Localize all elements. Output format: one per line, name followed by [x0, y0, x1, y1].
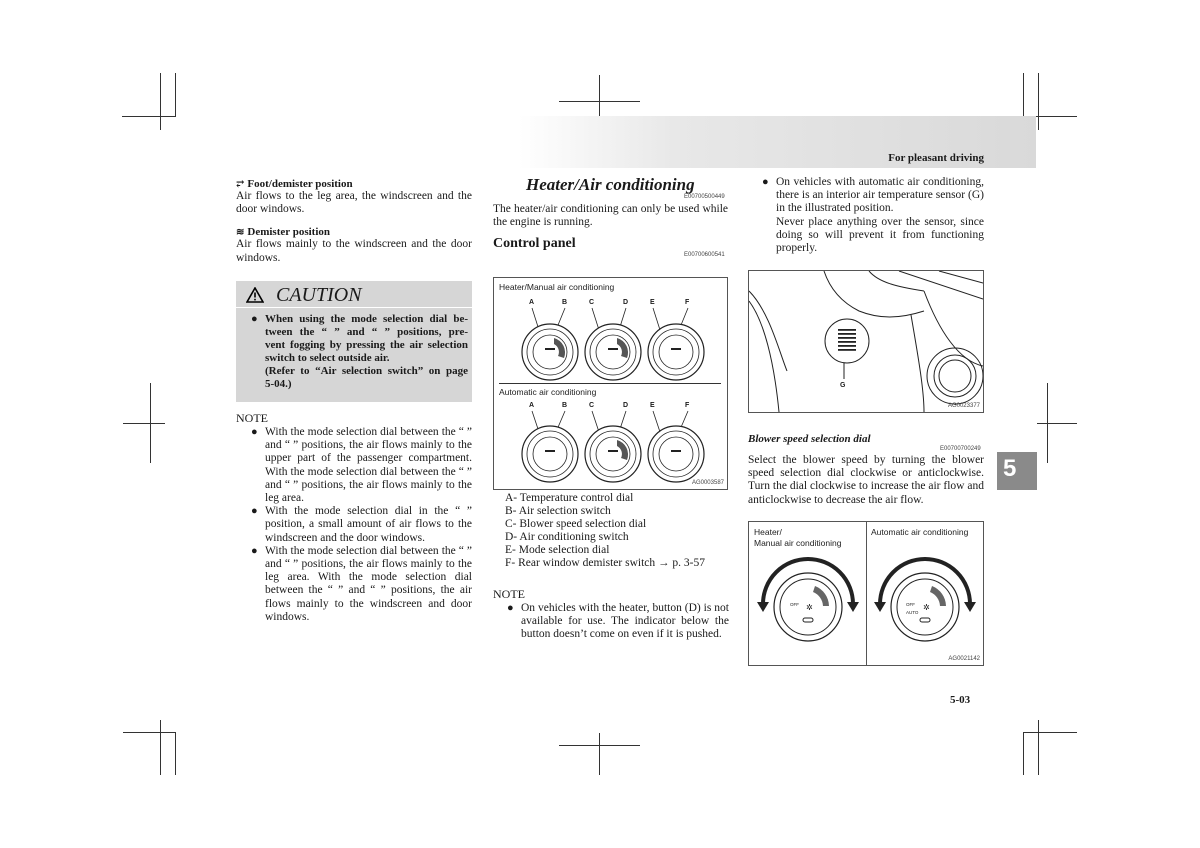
- crop-mark: [559, 745, 640, 746]
- foot-demister-heading: [236, 178, 472, 190]
- blower-figure-label-auto: Automatic air conditioning: [871, 527, 969, 537]
- intro-text: The heater/air conditioning can only be used while the engine is running.: [493, 203, 728, 229]
- sensor-note-text-2: Never place anything over the sensor, since doing so will prevent it from functioning properly.: [776, 215, 984, 255]
- legend-item: A- Temperature control dial: [505, 492, 634, 504]
- figure-code: AG0003587: [691, 480, 724, 486]
- caution-title: CAUTION: [276, 284, 362, 306]
- sensor-note-text: ● On vehicles with automatic air conditioning, there is an interior air temperature sensor (G) in the illustrated position.: [762, 176, 984, 216]
- blower-dials-illustration: [749, 522, 983, 665]
- caution-line: (Refer to “Air selection switch” on page: [265, 365, 468, 377]
- sensor-figure-code: AG0023377: [947, 403, 980, 409]
- crop-mark: [599, 733, 600, 775]
- crop-mark: [1047, 383, 1048, 463]
- left-note: [236, 411, 472, 624]
- crop-mark: [160, 73, 161, 130]
- title-code: E00700500449: [684, 194, 725, 200]
- demister-heading: [236, 226, 472, 238]
- letter-e: E: [650, 299, 655, 306]
- caution-line: switch to select outside air.: [265, 352, 390, 364]
- fan-icon: ✲: [806, 603, 813, 612]
- foot-demister-title: Foot/demister position: [247, 178, 353, 190]
- letter-b: B: [562, 402, 568, 409]
- legend-item: F- Rear window demister switch → p. 3-57: [505, 557, 705, 569]
- crop-mark: [175, 732, 176, 775]
- section-title-heater: Heater/Air conditioning: [526, 175, 695, 194]
- letter-d: D: [623, 299, 629, 306]
- crop-mark: [1023, 73, 1024, 117]
- crop-mark: [122, 116, 176, 117]
- blower-body: Select the blower speed by turning the blower speed selection dial clockwise or anticlockwise. Turn the dial clockwise to increase the air flow and anticlockwise to decrease the air flow.: [748, 454, 984, 506]
- caution-line: 5-04.): [265, 378, 292, 390]
- letter-e: E: [650, 402, 655, 409]
- sensor-label-g: G: [840, 382, 846, 389]
- caution-text: [251, 313, 468, 391]
- legend-item: C- Blower speed selection dial: [505, 518, 647, 530]
- note-item: ● With the mode selection dial in the “ ” position, a small amount of air flows to the windscreen and the door windows.: [251, 505, 472, 545]
- legend-item: B- Air selection switch: [505, 505, 611, 517]
- section-title: For pleasant driving: [888, 152, 984, 164]
- note-title: NOTE: [493, 587, 525, 601]
- letter-a: A: [529, 402, 535, 409]
- crop-mark: [123, 423, 165, 424]
- foot-demister-icon: ⥂: [236, 179, 245, 190]
- blower-heading: Blower speed selection dial: [748, 433, 871, 445]
- foot-demister-body: Air flows to the leg area, the windscreen and the door windows.: [236, 190, 472, 216]
- blower-figure: [748, 521, 984, 666]
- sensor-illustration: [749, 271, 983, 412]
- demister-body: Air flows mainly to the windscreen and the door windows.: [236, 238, 472, 264]
- crop-mark: [1038, 720, 1039, 775]
- fan-icon: ✲: [923, 603, 930, 612]
- chapter-tab-number: 5: [1003, 455, 1017, 482]
- dial-off-label: OFF: [790, 602, 799, 607]
- control-panel-figure: [493, 277, 728, 490]
- manual-dials-illustration: [494, 278, 727, 489]
- caution-line: ● When using the mode selection dial be-: [265, 313, 468, 325]
- crop-mark: [1038, 73, 1039, 130]
- letter-f: F: [685, 402, 690, 409]
- dial-auto-label: AUTO: [906, 610, 919, 615]
- figure-label-manual: Heater/Manual air conditioning: [499, 282, 615, 292]
- crop-mark: [559, 101, 640, 102]
- note-item: ● On vehicles with the heater, button (D) is not available for use. The indicator below the button doesn’t come on even if it is pushed.: [507, 602, 729, 642]
- letter-c: C: [589, 299, 595, 306]
- sensor-note: [762, 176, 984, 255]
- left-column: [236, 178, 472, 265]
- caution-line: vent fogging by pressing the air selection: [265, 339, 468, 351]
- letter-d: D: [623, 402, 629, 409]
- crop-mark: [150, 383, 151, 463]
- letter-c: C: [589, 402, 595, 409]
- letter-a: A: [529, 299, 535, 306]
- control-panel-heading: Control panel: [493, 236, 576, 251]
- letter-b: B: [562, 299, 568, 306]
- blower-code: E00700700249: [940, 446, 981, 452]
- note-item: ● With the mode selection dial between the “ ” and “ ” positions, the air flows mainly to the upper part of the passenger compartment. With the mode selection dial between the “ ” and “ ” positions, the air flows mainly to the leg area.: [251, 426, 472, 505]
- middle-note: [493, 587, 729, 642]
- crop-mark: [160, 720, 161, 775]
- dial-off-label: OFF: [906, 602, 915, 607]
- crop-mark: [1023, 732, 1024, 775]
- legend-item: D- Air conditioning switch: [505, 531, 629, 543]
- demister-title: Demister position: [247, 226, 330, 239]
- note-title: NOTE: [236, 411, 268, 425]
- control-code: E00700600541: [684, 252, 725, 258]
- blower-figure-label-manual-2: Manual air conditioning: [754, 538, 842, 548]
- crop-mark: [123, 732, 176, 733]
- crop-mark: [175, 73, 176, 117]
- legend-item: E- Mode selection dial: [505, 544, 610, 556]
- demister-icon: ≋: [236, 227, 245, 239]
- crop-mark: [1037, 423, 1077, 424]
- sensor-figure: [748, 270, 984, 413]
- caution-line: tween the “ ” and “ ” positions, pre-: [265, 326, 468, 338]
- caution-title-bar: [236, 281, 472, 308]
- crop-mark: [1023, 732, 1077, 733]
- blower-figure-label-manual-1: Heater/: [754, 527, 782, 537]
- note-item: ● With the mode selection dial between the “ ” and “ ” positions, the air flows mainly to the leg area. With the mode selection dial between the “ ” and “ ” positions, the air flows mainly to the windscreen and door windows.: [251, 545, 472, 624]
- page-number: 5-03: [950, 694, 971, 706]
- control-legend: [505, 492, 705, 570]
- blower-figure-code: AG0021142: [948, 656, 980, 662]
- figure-label-auto: Automatic air conditioning: [499, 387, 597, 397]
- caution-box: [236, 281, 472, 402]
- letter-f: F: [685, 299, 690, 306]
- warning-icon: [246, 287, 264, 303]
